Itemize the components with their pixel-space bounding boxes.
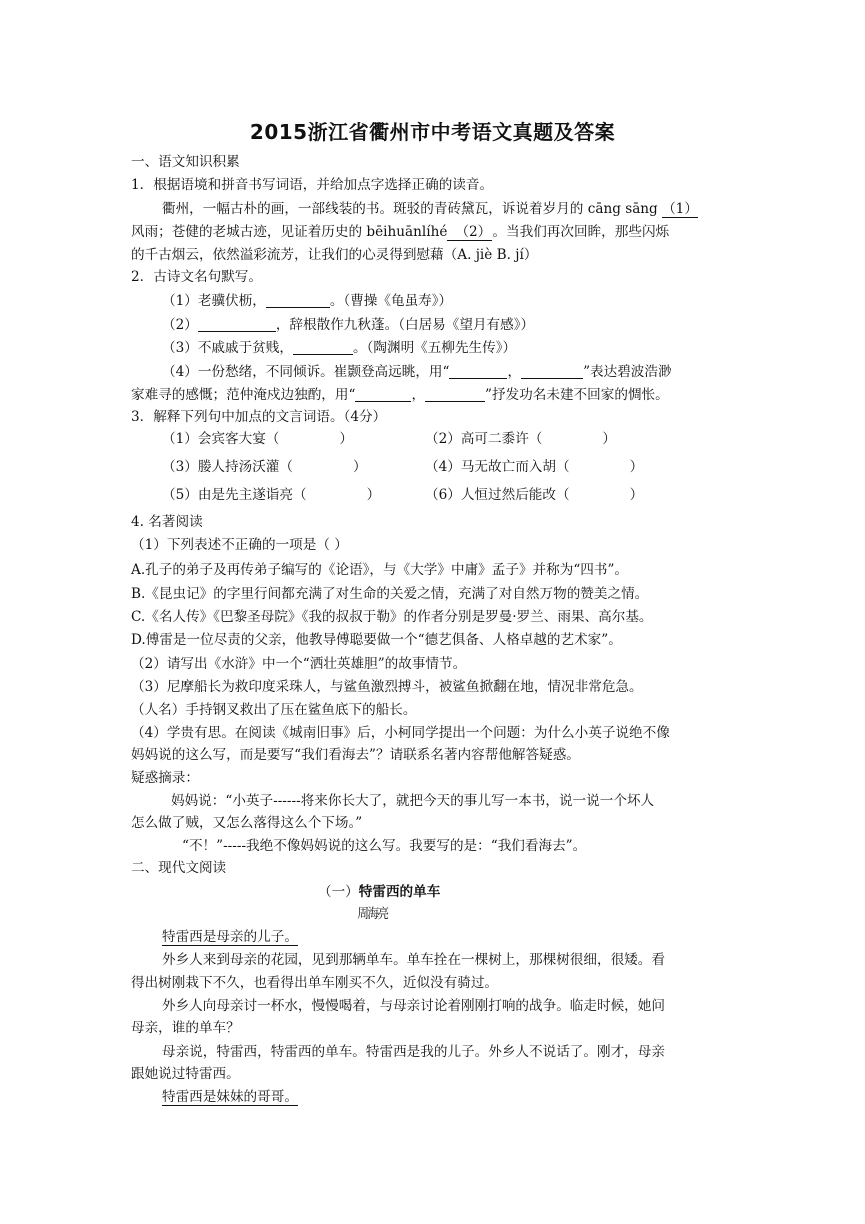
section-heading-knowledge: 一、语文知识积累: [131, 154, 240, 170]
q2-blank-3[interactable]: [293, 340, 353, 355]
q3-item-2-close: ）: [602, 431, 616, 447]
q4-option-d[interactable]: D.傅雷是一位尽责的父亲，他教导傅聪要做一个“德艺俱备、人格卓越的艺术家”。: [131, 632, 622, 648]
q4-part-4-line-2: 妈妈说的这么写，而是要写“我们看海去”？请联系名著内容帮他解答疑惑。: [131, 747, 580, 763]
q4-part-2: （2）请写出《水浒》中一个“洒壮英雄胆”的故事情节。: [131, 656, 467, 672]
q4-excerpt-line-1: 妈妈说：“小英子------将来你长大了，就把今天的事儿写一本书，说一说一个坏人: [171, 793, 655, 809]
section-heading-modern-reading: 二、现代文阅读: [131, 860, 227, 876]
story-paragraph-4-line-1: 母亲说，特雷西，特雷西的单车。特雷西是我的儿子。外乡人不说话了。刚才，母亲: [162, 1044, 665, 1060]
question-2-item-2: [162, 315, 534, 335]
q4-option-a[interactable]: A.孔子的弟子及再传弟子编写的《论语》，与《大学》中庸》孟子》并称为“四书”。: [131, 562, 629, 578]
q4-option-c[interactable]: C.《名人传》《巴黎圣母院》《我的叔叔于勒》的作者分别是罗曼·罗兰、雨果、高尔基。: [131, 609, 653, 625]
q3-item-5-close: ）: [366, 487, 381, 503]
q2-item-1-source: 。（曹操《龟虽寿》）: [329, 293, 453, 309]
q2-item-3-source: 。（陶渊明《五柳先生传》）: [353, 340, 517, 356]
q3-item-1: [162, 429, 353, 449]
story-paragraph-1-text: 特雷西是母亲的儿子。: [162, 929, 298, 945]
q3-item-5: [162, 485, 380, 505]
question-2-item-4: [162, 362, 672, 382]
q2-item-4-comma-2: ，: [411, 387, 426, 403]
q4-part-3-line-1: （3）尼摩船长为救印度采珠人，与鲨鱼激烈搏斗，被鲨鱼掀翻在地，情况非常危急。: [131, 679, 643, 695]
q3-item-2: [425, 429, 616, 449]
q3-item-4-close: ）: [629, 459, 644, 475]
question-3-prompt: 3．解释下列句中加点的文言词语。（4分）: [131, 409, 387, 425]
q4-excerpt-label: 疑惑摘录：: [131, 770, 199, 786]
question-1-prompt: 1．根据语境和拼音书写词语，并给加点字选择正确的读音。: [131, 177, 494, 193]
story-paragraph-5-text: 特雷西是妹妹的哥哥。: [162, 1089, 298, 1105]
q4-part-3-line-2: （人名）手持钢叉救出了压在鲨鱼底下的船长。: [131, 702, 417, 718]
question-1-line-3: 的千古烟云，依然溢彩流芳，让我们的心灵得到慰藉（A. jiè B. jí）: [131, 247, 538, 263]
story-paragraph-3-line-1: 外乡人向母亲讨一杯水，慢慢喝着，与母亲讨论着刚刚打响的战争。临走时候，她问: [162, 998, 665, 1014]
q2-item-4-text-d: ”抒发功名未建不回家的惆怅。: [485, 387, 669, 403]
q1-blank-1[interactable]: （1）: [662, 201, 698, 217]
reading-subsection-number: （一）: [318, 884, 359, 900]
q2-blank-2[interactable]: [198, 317, 276, 332]
question-2-prompt: 2．古诗文名句默写。: [131, 269, 262, 285]
q4-excerpt-line-3: “不！”-----我绝不像妈妈说的这么写。我要写的是：“我们看海去”。: [182, 838, 587, 854]
question-2-item-3: [162, 338, 516, 358]
story-paragraph-5: [162, 1087, 298, 1107]
q3-item-4: [425, 457, 643, 477]
q3-item-2-text: （2）高可二黍许（: [425, 431, 543, 447]
q3-item-6: [425, 485, 643, 505]
q3-item-6-close: ）: [629, 487, 644, 503]
story-paragraph-4-line-2: 跟她说过特雷西。: [131, 1066, 240, 1082]
q1-blank-2[interactable]: （2）: [447, 224, 492, 241]
question-2-item-1: [162, 291, 452, 311]
question-1-line-1: [162, 199, 698, 219]
q3-item-5-text: （5）由是先主遂诣亮（: [162, 487, 307, 503]
story-paragraph-3-line-2: 母亲，谁的单车？: [131, 1020, 240, 1036]
question-4-heading: 4. 名著阅读: [131, 514, 203, 530]
q2-blank-4d[interactable]: [425, 387, 485, 402]
q2-item-4-text-c: 家难寻的感慨；范仲淹戍边独酌，用“: [131, 387, 356, 403]
q3-item-3-text: （3）媵人持汤沃灌（: [162, 459, 293, 475]
q2-blank-4c[interactable]: [355, 387, 411, 402]
q1-text-2b: 。当我们再次回眸，那些闪烁: [492, 224, 670, 240]
q3-item-1-close: ）: [339, 431, 353, 447]
q3-item-6-text: （6）人恒过然后能改（: [425, 487, 570, 503]
q2-item-4-text-b: ”表达碧波浩渺: [583, 364, 672, 380]
document-title: 2015浙江省衢州市中考语文真题及答案: [249, 120, 616, 144]
reading-story-title: 特雷西的单车: [358, 884, 441, 900]
q2-item-4-comma: ，: [507, 364, 522, 380]
q2-blank-4b[interactable]: [521, 364, 583, 379]
q3-item-1-text: （1）会宾客大宴（: [162, 431, 280, 447]
q1-text-1: 衢州，一幅古朴的画，一部线装的书。斑驳的青砖黛瓦，诉说着岁月的 cāng sāng: [162, 201, 658, 217]
q4-excerpt-line-2: 怎么做了贼，又怎么落得这么个下场。”: [131, 815, 363, 831]
reading-author: 周海亮: [357, 906, 388, 922]
q4-part-1: （1）下列表述不正确的一项是（ ）: [131, 537, 348, 553]
question-2-item-4-cont: [131, 385, 669, 405]
q4-option-b[interactable]: B.《昆虫记》的字里行间都充满了对生命的关爱之情，充满了对自然万物的赞美之情。: [131, 586, 649, 602]
question-1-line-2: [131, 222, 669, 242]
q4-part-4-line-1: （4）学贵有思。在阅读《城南旧事》后，小柯同学提出一个问题：为什么小英子说绝不像: [131, 725, 670, 741]
q2-item-2-text: （2）: [162, 317, 198, 333]
story-paragraph-1: [162, 927, 298, 947]
reading-title-line: [318, 882, 440, 902]
q3-item-3-close: ）: [353, 459, 367, 475]
q2-blank-4a[interactable]: [449, 364, 507, 379]
q2-item-3-text: （3）不戚戚于贫贱，: [162, 340, 293, 356]
q3-item-4-text: （4）马无故亡而入胡（: [425, 459, 570, 475]
q1-text-2a: 风雨；苍健的老城古迹，见证着历史的 bēihuānlíhé: [131, 224, 448, 240]
q3-item-3: [162, 457, 367, 477]
story-paragraph-2-line-2: 得出树刚栽下不久，也看得出单车刚买不久，近似没有骑过。: [131, 975, 499, 991]
q2-item-2-source: ，辞根散作九秋蓬。（白居易《望月有感》）: [275, 317, 535, 333]
q2-item-1-text: （1）老骥伏枥，: [162, 293, 266, 309]
story-paragraph-2-line-1: 外乡人来到母亲的花园，见到那辆单车。单车拴在一棵树上，那棵树很细，很矮。看: [162, 952, 665, 968]
q2-blank-1[interactable]: [266, 293, 330, 308]
q2-item-4-text: （4）一份愁绪，不同倾诉。崔颢登高远眺，用“: [162, 364, 450, 380]
